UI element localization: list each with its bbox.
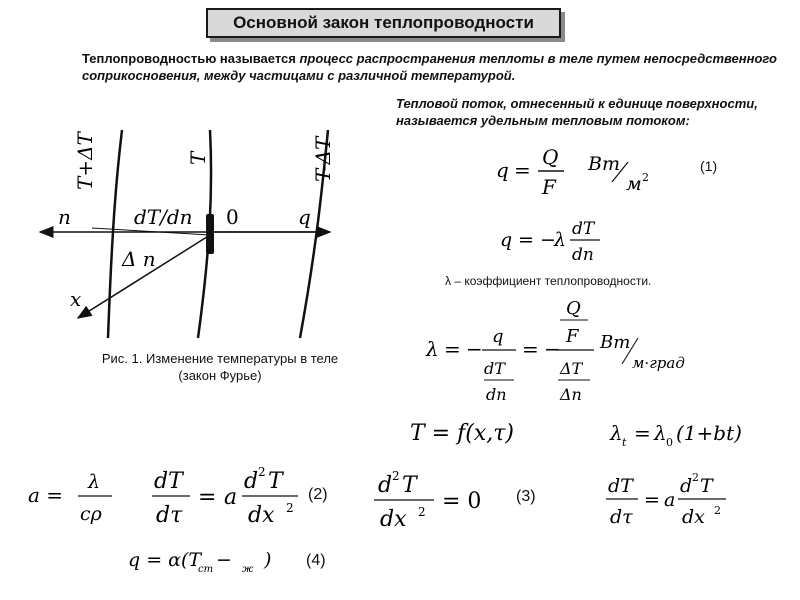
svg-text:dn: dn xyxy=(572,245,594,265)
svg-text:2: 2 xyxy=(258,465,266,479)
isotherm-t-plus xyxy=(108,130,122,338)
svg-text:T: T xyxy=(268,469,283,494)
svg-text:= 0: = 0 xyxy=(442,489,482,514)
svg-text:ст: ст xyxy=(198,564,214,575)
svg-text:λ: λ xyxy=(610,421,623,445)
intro-definition: процесс распространения теплоты в теле путем непосредственного соприкосновения, между частицами с различной температурой. xyxy=(82,51,777,83)
svg-text:2: 2 xyxy=(714,504,721,517)
svg-text:=: = xyxy=(634,421,651,445)
svg-text:dx: dx xyxy=(380,507,407,532)
svg-text:d: d xyxy=(244,469,259,494)
svg-text:(1+bt): (1+bt) xyxy=(676,421,742,445)
svg-text:dT: dT xyxy=(484,359,505,378)
label-t-plus: T+ΔT xyxy=(73,132,97,190)
svg-text:−: − xyxy=(216,549,232,571)
equation-diffusivity xyxy=(26,468,126,528)
svg-text:Q: Q xyxy=(566,298,581,319)
svg-text:a =: a = xyxy=(28,483,64,507)
equation-4 xyxy=(124,540,294,580)
svg-text:dx: dx xyxy=(248,503,275,528)
svg-text:F: F xyxy=(566,326,579,347)
eq1-Q: Q xyxy=(542,145,559,169)
svg-text:dx: dx xyxy=(682,506,705,528)
svg-text:a: a xyxy=(664,489,676,511)
label-t-minus: T-ΔT xyxy=(311,136,335,182)
caption-line2: (закон Фурье) xyxy=(178,368,262,383)
equation-lambda xyxy=(420,292,720,412)
svg-text:ΔT: ΔT xyxy=(560,359,583,378)
svg-text:q = α(T: q = α(T xyxy=(128,549,202,571)
svg-text:dτ: dτ xyxy=(610,506,633,528)
svg-text:2: 2 xyxy=(642,171,649,184)
svg-text:q: q xyxy=(492,326,504,347)
svg-text:=: = xyxy=(198,485,217,510)
svg-text:dT: dT xyxy=(608,475,633,497)
label-t: T xyxy=(186,151,210,165)
eq1-q: q xyxy=(496,158,509,182)
label-delta-n: Δ n xyxy=(122,247,156,271)
svg-text:): ) xyxy=(264,549,272,571)
eq-number-1: (1) xyxy=(700,158,718,174)
equation-2-repeat xyxy=(604,468,734,532)
eq-number-2: (2) xyxy=(308,486,328,503)
label-zero: 0 xyxy=(226,205,239,229)
svg-text:2: 2 xyxy=(286,501,294,515)
svg-text:=: = xyxy=(444,337,461,361)
intro-lead: Теплопроводностью называется xyxy=(82,51,300,66)
label-n: n xyxy=(58,205,71,229)
svg-text:=: = xyxy=(522,337,539,361)
equation-2 xyxy=(150,462,310,532)
svg-text:λ: λ xyxy=(426,337,439,361)
svg-text:0: 0 xyxy=(666,436,673,449)
eq1-unit-m: м xyxy=(626,173,642,195)
svg-text:2: 2 xyxy=(392,469,400,483)
svg-text:=: = xyxy=(644,489,660,511)
label-dtdn: dT/dn xyxy=(134,205,193,229)
label-x: x xyxy=(70,287,82,311)
svg-text:λ: λ xyxy=(554,229,567,251)
surface-element xyxy=(206,214,214,254)
svg-text:λ: λ xyxy=(654,421,667,445)
svg-text:−: − xyxy=(540,229,556,251)
equation-fourier xyxy=(496,212,626,272)
svg-text:−: − xyxy=(544,337,561,361)
svg-text:2: 2 xyxy=(418,505,426,519)
caption-line1: Рис. 1. Изменение температуры в теле xyxy=(101,351,339,366)
fourier-figure xyxy=(30,110,390,340)
flux-definition: Тепловой поток, отнесенный к единице поверхности, называется удельным тепловым потоком: xyxy=(396,96,758,128)
equation-temp-field xyxy=(406,414,556,450)
equation-1 xyxy=(490,140,730,200)
svg-text:T: T xyxy=(700,475,713,497)
svg-text:2: 2 xyxy=(692,471,699,484)
equation-lambda-t xyxy=(606,414,766,450)
svg-text:м·град: м·град xyxy=(632,354,685,372)
svg-text:q: q xyxy=(500,229,513,251)
svg-text:ж: ж xyxy=(242,564,254,575)
svg-text:Δn: Δn xyxy=(560,385,582,404)
svg-text:−: − xyxy=(466,337,483,361)
svg-text:T: T xyxy=(402,473,417,498)
svg-text:dT: dT xyxy=(154,469,183,494)
svg-text:=: = xyxy=(514,158,531,182)
label-q: q xyxy=(298,205,311,229)
svg-text:λ: λ xyxy=(88,471,101,493)
svg-text:dn: dn xyxy=(486,385,507,404)
intro-paragraph xyxy=(82,50,782,84)
eq-number-4: (4) xyxy=(306,552,326,569)
svg-text:d: d xyxy=(680,475,693,497)
svg-text:Вт: Вт xyxy=(600,332,631,353)
svg-text:dτ: dτ xyxy=(156,503,183,528)
svg-text:cρ: cρ xyxy=(80,503,102,525)
lambda-note: λ – коэффициент теплопроводности. xyxy=(445,274,652,288)
figure-caption xyxy=(60,350,380,384)
svg-text:=: = xyxy=(518,229,534,251)
svg-text:t: t xyxy=(622,436,627,449)
eq-number-3: (3) xyxy=(516,488,536,505)
svg-text:a: a xyxy=(224,485,238,510)
eq1-unit-bm: Вт xyxy=(588,153,620,175)
svg-text:d: d xyxy=(378,473,393,498)
slide-title: Основной закон теплопроводности xyxy=(206,8,561,38)
svg-text:T = f(x,τ): T = f(x,τ) xyxy=(410,421,514,446)
svg-text:dT: dT xyxy=(572,219,595,239)
equation-3 xyxy=(372,466,502,536)
eq1-F: F xyxy=(542,175,556,199)
